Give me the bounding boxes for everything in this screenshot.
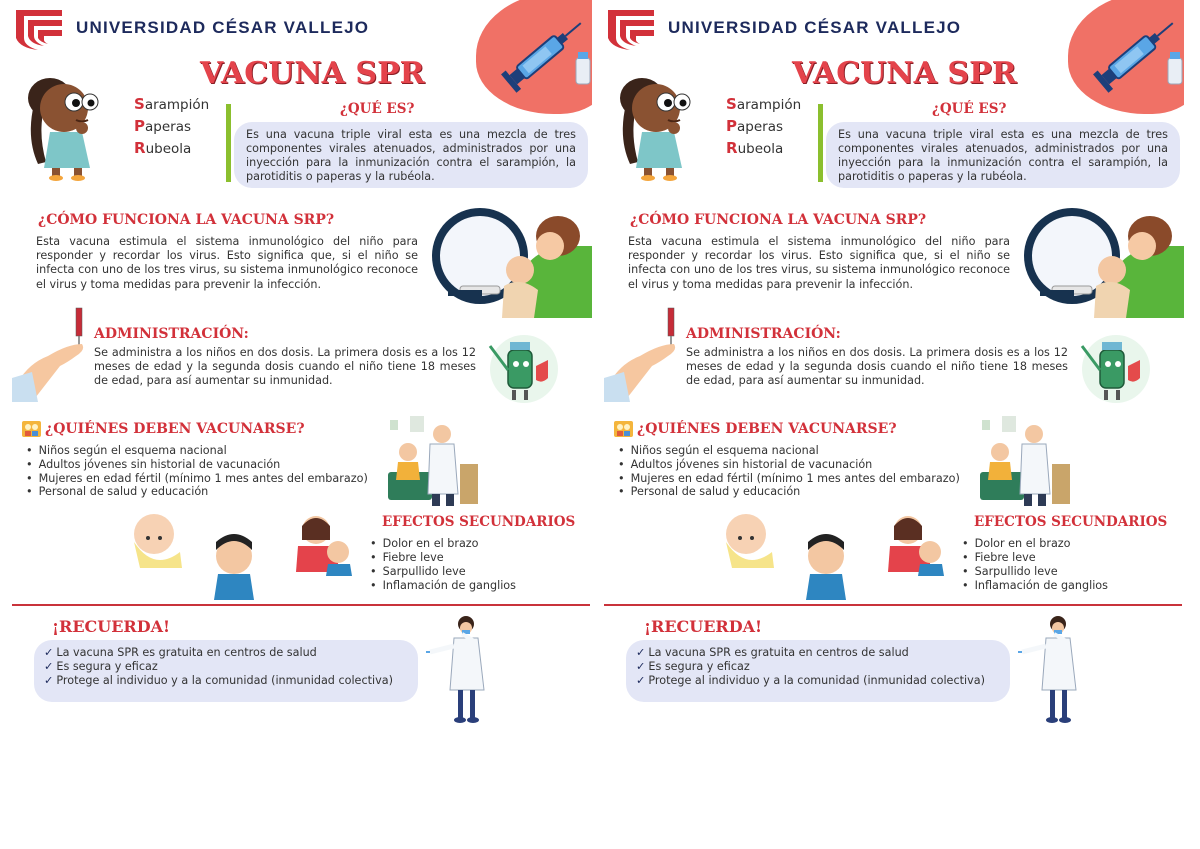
sick-children-illustration: [130, 512, 370, 604]
quienes-title: [22, 421, 305, 437]
green-divider: [818, 104, 823, 182]
como-funciona-text: Esta vacuna estimula el sistema inmunológico del niño para responder y recordar los virus. Esto significa que, si el niño se infecta con uno de los tres virus, su sistema inmunológico reconoce el virus y toma medidas para prevenir la infección.: [628, 235, 1010, 291]
efectos-title: EFECTOS SECUNDARIOS: [974, 514, 1168, 530]
acronym-paperas: Paperas: [134, 117, 192, 135]
doctor-child-illustration: [972, 414, 1072, 508]
hand-syringe-illustration: [12, 306, 88, 402]
efectos-list: [370, 537, 516, 593]
children-group-icon: [614, 421, 633, 437]
syringe-icon: [1088, 6, 1184, 102]
university-name: UNIVERSIDAD CÉSAR VALLEJO: [668, 18, 962, 37]
list-item: • Personal de salud y educación: [26, 485, 368, 499]
administracion-title: ADMINISTRACIÓN:: [94, 326, 249, 342]
spr-acronym: [726, 94, 801, 160]
list-item: • Sarpullido leve: [962, 565, 1108, 579]
vaccine-vial-icon: [1070, 332, 1160, 406]
mother-baby-vaccination-illustration: [420, 206, 592, 318]
que-es-title: ¿QUÉ ES?: [340, 101, 415, 117]
administracion-text: Se administra a los niños en dos dosis. La primera dosis es a los 12 meses de edad y la segunda dosis cuando el niño tiene 18 meses de edad, para así aumentar su inmunidad.: [94, 346, 476, 388]
mother-baby-vaccination-illustration: [1012, 206, 1184, 318]
university-name: UNIVERSIDAD CÉSAR VALLEJO: [76, 18, 370, 37]
list-item: • Niños según el esquema nacional: [618, 444, 960, 458]
acronym-sarampion: Sarampión: [134, 95, 210, 113]
que-es-text: Es una vacuna triple viral esta es una mezcla de tres componentes virales atenuados, administrados por una inyección para la inmunización contra el sarampión, la parotiditis o paperas y la rubéola.: [234, 122, 588, 188]
como-funciona-text: Esta vacuna estimula el sistema inmunológico del niño para responder y recordar los virus. Esto significa que, si el niño se infecta con uno de los tres virus, su sistema inmunológico reconoce el virus y toma medidas para prevenir la infección.: [36, 235, 418, 291]
list-item: • Mujeres en edad fértil (mínimo 1 mes antes del embarazo): [26, 472, 368, 486]
recuerda-title: ¡RECUERDA!: [644, 617, 763, 636]
brochure-panel: [0, 0, 592, 849]
thinking-girl-illustration: [20, 68, 110, 182]
list-item: ✓ Es segura y eficaz: [636, 660, 750, 673]
list-item: • Adultos jóvenes sin historial de vacunación: [26, 458, 368, 472]
check-icon: ✓: [636, 646, 646, 659]
check-icon: ✓: [44, 646, 54, 659]
list-item: • Fiebre leve: [962, 551, 1108, 565]
list-item: • Inflamación de ganglios: [370, 579, 516, 593]
page-title: VACUNA SPR: [200, 56, 425, 91]
list-item: • Mujeres en edad fértil (mínimo 1 mes antes del embarazo): [618, 472, 960, 486]
sick-children-illustration: [722, 512, 962, 604]
quienes-list: [26, 444, 368, 499]
spr-acronym: [134, 94, 209, 160]
administracion-text: Se administra a los niños en dos dosis. La primera dosis es a los 12 meses de edad y la segunda dosis cuando el niño tiene 18 meses de edad, para así aumentar su inmunidad.: [686, 346, 1068, 388]
list-item: • Niños según el esquema nacional: [26, 444, 368, 458]
page-title: VACUNA SPR: [792, 56, 1017, 91]
nurse-illustration: [1018, 612, 1088, 724]
nurse-illustration: [426, 612, 496, 724]
list-item: • Personal de salud y educación: [618, 485, 960, 499]
list-item: • Fiebre leve: [370, 551, 516, 565]
list-item: ✓ La vacuna SPR es gratuita en centros de salud: [636, 646, 909, 659]
acronym-paperas: Paperas: [726, 117, 784, 135]
children-group-icon: [22, 421, 41, 437]
acronym-sarampion: Sarampión: [726, 95, 802, 113]
list-item: ✓ Protege al individuo y a la comunidad (inmunidad colectiva): [44, 674, 393, 687]
quienes-list: [618, 444, 960, 499]
quienes-title: [614, 421, 897, 437]
section-divider: [12, 604, 590, 606]
thinking-girl-illustration: [612, 68, 702, 182]
quienes-title-text: ¿QUIÉNES DEBEN VACUNARSE?: [637, 421, 897, 437]
check-icon: ✓: [44, 674, 54, 687]
recuerda-box: [626, 640, 1010, 702]
acronym-rubeola: Rubeola: [134, 139, 192, 157]
administracion-title: ADMINISTRACIÓN:: [686, 326, 841, 342]
que-es-text: Es una vacuna triple viral esta es una mezcla de tres componentes virales atenuados, administrados por una inyección para la inmunización contra el sarampión, la parotiditis o paperas y la rubéola.: [826, 122, 1180, 188]
list-item: ✓ Es segura y eficaz: [44, 660, 158, 673]
syringe-icon: [496, 6, 592, 102]
quienes-title-text: ¿QUIÉNES DEBEN VACUNARSE?: [45, 421, 305, 437]
como-funciona-title: ¿CÓMO FUNCIONA LA VACUNA SRP?: [38, 212, 335, 228]
efectos-title: EFECTOS SECUNDARIOS: [382, 514, 576, 530]
university-logo-icon: [14, 8, 64, 52]
list-item: ✓ La vacuna SPR es gratuita en centros de salud: [44, 646, 317, 659]
hand-syringe-illustration: [604, 306, 680, 402]
brochure-panel: [592, 0, 1184, 849]
como-funciona-title: ¿CÓMO FUNCIONA LA VACUNA SRP?: [630, 212, 927, 228]
list-item: • Dolor en el brazo: [962, 537, 1108, 551]
university-logo-icon: [606, 8, 656, 52]
vaccine-vial-icon: [478, 332, 568, 406]
list-item: • Inflamación de ganglios: [962, 579, 1108, 593]
recuerda-box: [34, 640, 418, 702]
efectos-list: [962, 537, 1108, 593]
green-divider: [226, 104, 231, 182]
acronym-rubeola: Rubeola: [726, 139, 784, 157]
que-es-title: ¿QUÉ ES?: [932, 101, 1007, 117]
list-item: • Sarpullido leve: [370, 565, 516, 579]
list-item: ✓ Protege al individuo y a la comunidad (inmunidad colectiva): [636, 674, 985, 687]
check-icon: ✓: [636, 660, 646, 673]
list-item: • Dolor en el brazo: [370, 537, 516, 551]
check-icon: ✓: [44, 660, 54, 673]
doctor-child-illustration: [380, 414, 480, 508]
list-item: • Adultos jóvenes sin historial de vacunación: [618, 458, 960, 472]
check-icon: ✓: [636, 674, 646, 687]
recuerda-title: ¡RECUERDA!: [52, 617, 171, 636]
section-divider: [604, 604, 1182, 606]
